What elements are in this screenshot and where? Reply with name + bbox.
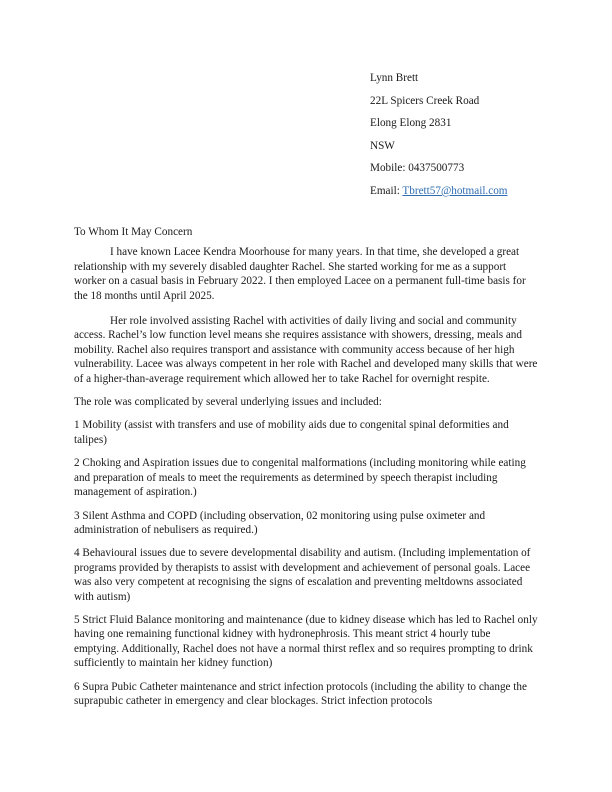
- role-intro: The role was complicated by several underlying issues and included:: [74, 396, 382, 409]
- paragraph-role: Her role involved assisting Rachel with activities of daily living and social and community access. Rachel’s low function level means she requires assistance with showers, dressing, meals and mobility. Rachel also requires transport and assistance with community access because of her high vulnerability. Lacee was always competent in her role with Rachel and developed many skills that were of a higher-than-average requirement which allowed her to take Rachel for overnight respite.: [74, 315, 538, 385]
- list-item: 6 Supra Pubic Catheter maintenance and strict infection protocols (including the ability to change the suprapubic catheter in emergency and clear blockages. Strict infection protocols: [74, 680, 527, 707]
- salutation: To Whom It May Concern: [74, 226, 193, 238]
- sender-mobile: Mobile: 0437500773: [370, 162, 465, 175]
- paragraph-intro: I have known Lacee Kendra Moorhouse for many years. In that time, she developed a great relationship with my severely disabled daughter Rachel. She started working for me as a support worker on a casual basis in February 2022. I then employed Lacee on a permanent full-time basis for the 18 months until April 2025.: [74, 246, 526, 302]
- list-item: 3 Silent Asthma and COPD (including observation, 02 monitoring using pulse oximeter and administration of nebulisers as required.): [74, 509, 486, 536]
- letter-body: [74, 225, 538, 717]
- sender-state: NSW: [370, 139, 395, 152]
- sender-town: Elong Elong 2831: [370, 117, 452, 130]
- email-label: Email:: [370, 184, 403, 197]
- list-item: 4 Behavioural issues due to severe developmental disability and autism. (Including implementation of programs provided by therapists to assist with development and achievement of personal goals. Lacee was also very competent at recognising the signs of escalation and preventing meltdowns associated with autism): [74, 547, 531, 603]
- sender-email-line: [370, 180, 508, 203]
- list-item: 5 Strict Fluid Balance monitoring and maintenance (due to kidney disease which has led to Rachel only having one remaining functional kidney with hydronephrosis. This meant strict 4 hourly tube emptying. Additionally, Rachel does not have a normal thirst reflex and so requires prompting to drink sufficiently to maintain her kidney function): [74, 613, 538, 670]
- sender-name: Lynn Brett: [370, 72, 419, 84]
- list-item: 2 Choking and Aspiration issues due to congenital malformations (including monitoring while eating and preparation of meals to meet the requirements as determined by speech therapist including management of aspiration.): [74, 457, 526, 499]
- sender-street: 22L Spicers Creek Road: [370, 94, 480, 107]
- list-item: 1 Mobility (assist with transfers and use of mobility aids due to congenital spinal deformities and talipes): [74, 419, 509, 446]
- email-link[interactable]: Tbrett57@hotmail.com: [402, 184, 508, 197]
- sender-address: [370, 67, 508, 203]
